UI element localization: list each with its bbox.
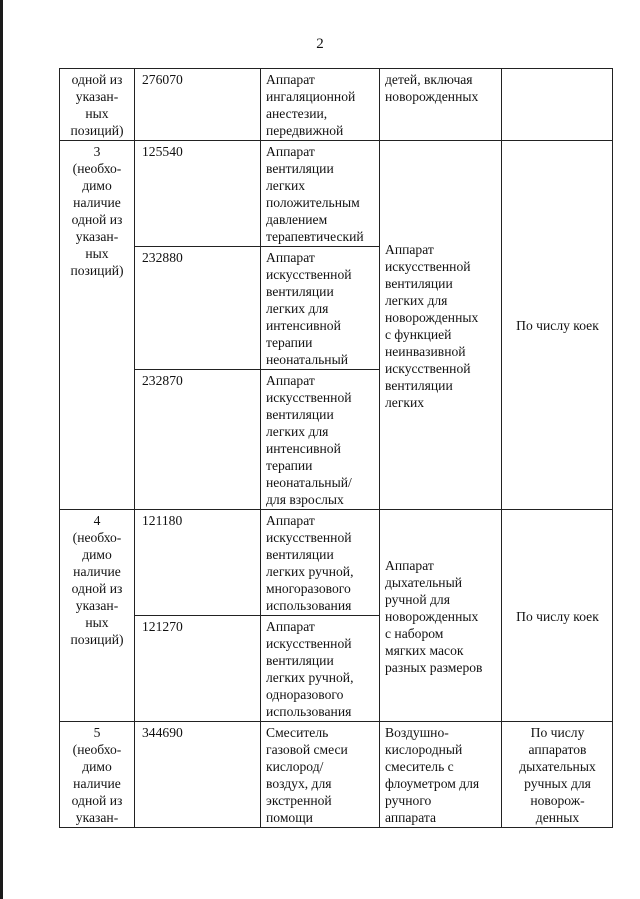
cell-line: флоуметром для [385,776,480,791]
cell-line: Аппарат [266,72,315,87]
cell-line: 3 [93,144,101,159]
cell-line: позиций) [70,263,124,278]
cell-line: искусственной [266,267,352,282]
cell-line: терапии [266,458,313,473]
purpose-cell [380,722,502,828]
cell-line: неонатальный [266,352,348,367]
cell-line: искусственной [266,636,352,651]
code-value: 276070 [142,72,183,87]
cell-line: с набором [385,625,444,641]
table-row [60,141,613,247]
cell-line: Смеситель [266,725,329,740]
cell-line: вентиляции [266,284,334,299]
cell-line: Аппарат [266,373,315,388]
name-cell [261,616,380,722]
code-value: 344690 [142,725,183,740]
name-cell [261,69,380,141]
cell-line: указан- [75,810,119,825]
cell-line: детей, включая [385,72,473,87]
cell-line: Аппарат [266,144,315,159]
code-value: 232870 [142,373,183,388]
cell-line: экстренной [266,793,332,808]
cell-line: ных [85,246,109,261]
cell-line: использования [266,704,352,719]
cell-line: ручных для [524,776,591,791]
cell-line: анестезии, [266,106,328,121]
cell-line: искусственной [385,258,471,274]
cell-line: указан- [75,89,119,104]
quantity-cell [502,510,613,722]
cell-line: ингаляционной [266,89,356,104]
cell-line: легких ручной, [266,564,354,579]
cell-line: По числу коек [516,318,599,333]
cell-line: дыхательный [385,574,462,590]
position-cell [60,510,135,722]
code-value: 121270 [142,619,183,634]
cell-line: вентиляции [385,275,453,291]
position-cell [60,722,135,828]
quantity-cell [502,69,613,141]
cell-line: кислородный [385,742,463,757]
cell-line: одной из [71,793,123,808]
name-cell [261,510,380,616]
cell-line: Воздушно- [385,725,449,740]
code-cell [135,616,261,722]
cell-line: многоразового [266,581,351,596]
cell-line: одноразового [266,687,344,702]
cell-line: легких [385,394,425,410]
page-number: 2 [316,36,324,52]
cell-line: вентиляции [266,161,334,176]
scan-edge [0,0,3,899]
cell-line: одной из [71,72,123,87]
cell-line: ручного [385,793,432,808]
code-cell [135,510,261,616]
cell-line: давлением [266,212,328,227]
cell-line: мягких масок [385,642,464,658]
cell-line: терапевтический [266,229,364,244]
code-cell [135,370,261,510]
cell-line: димо [82,759,112,774]
code-cell [135,141,261,247]
name-cell [261,722,380,828]
cell-line: позиций) [70,123,124,138]
cell-line: вентиляции [385,377,453,393]
cell-line: (необхо- [72,742,122,757]
cell-line: искусственной [266,530,352,545]
cell-line: легких для [266,424,329,439]
cell-line: наличие [73,195,121,210]
cell-line: легких для [266,301,329,316]
cell-line: дыхательных [519,759,596,774]
cell-line: искусственной [266,390,352,405]
position-cell [60,69,135,141]
cell-line: легких ручной, [266,670,354,685]
cell-line: димо [82,547,112,562]
cell-line: указан- [75,598,119,613]
cell-line: Аппарат [266,513,315,528]
cell-line: новорожденных [385,608,479,624]
cell-line: ных [85,615,109,630]
cell-line: искусственной [385,360,471,376]
cell-line: вентиляции [266,407,334,422]
table-row [60,510,613,616]
purpose-cell [380,141,502,510]
name-cell [261,247,380,370]
cell-line: помощи [266,810,313,825]
code-value: 125540 [142,144,183,159]
cell-line: По числу [530,725,585,740]
cell-line: наличие [73,564,121,579]
quantity-cell [502,722,613,828]
cell-line: газовой смеси [266,742,348,757]
cell-line: (необхо- [72,530,122,545]
purpose-cell [380,69,502,141]
cell-line: новорож- [530,793,585,808]
cell-line: передвижной [266,123,344,138]
cell-line: неонатальный/ [266,475,352,490]
cell-line: указан- [75,229,119,244]
cell-line: воздух, для [266,776,332,791]
cell-line: новорожденных [385,309,479,325]
cell-line: интенсивной [266,318,341,333]
cell-line: ных [85,106,109,121]
name-cell [261,141,380,247]
cell-line: с функцией [385,326,452,342]
cell-line: одной из [71,581,123,596]
cell-line: денных [535,810,580,825]
purpose-cell [380,510,502,722]
cell-line: интенсивной [266,441,341,456]
code-value: 232880 [142,250,183,265]
cell-line: Аппарат [266,250,315,265]
cell-line: легких [266,178,306,193]
cell-line: неинвазивной [385,343,466,359]
cell-line: По числу коек [516,608,599,624]
cell-line: 5 [93,725,101,740]
cell-line: Аппарат [385,557,434,573]
cell-line: Аппарат [385,241,434,257]
cell-line: положительным [266,195,360,210]
cell-line: терапии [266,335,313,350]
cell-line: вентиляции [266,653,334,668]
cell-line: кислород/ [266,759,324,774]
position-cell [60,141,135,510]
cell-line: димо [82,178,112,193]
cell-line: позиций) [70,632,124,647]
table-row [60,722,613,828]
table-row [60,69,613,141]
cell-line: использования [266,598,352,613]
cell-line: 4 [93,513,101,528]
cell-line: смеситель с [385,759,454,774]
cell-line: одной из [71,212,123,227]
cell-line: вентиляции [266,547,334,562]
cell-line: для взрослых [266,492,344,507]
code-cell [135,722,261,828]
cell-line: разных размеров [385,659,483,675]
cell-line: легких для [385,292,448,308]
quantity-cell [502,141,613,510]
name-cell [261,370,380,510]
code-cell [135,69,261,141]
cell-line: ручной для [385,591,450,607]
equipment-table [59,68,613,828]
table-body [60,69,613,828]
cell-line: аппарата [385,810,437,825]
code-value: 121180 [142,513,183,528]
cell-line: Аппарат [266,619,315,634]
cell-line: новорожденных [385,89,479,104]
code-cell [135,247,261,370]
cell-line: наличие [73,776,121,791]
cell-line: (необхо- [72,161,122,176]
cell-line: аппаратов [528,742,587,757]
